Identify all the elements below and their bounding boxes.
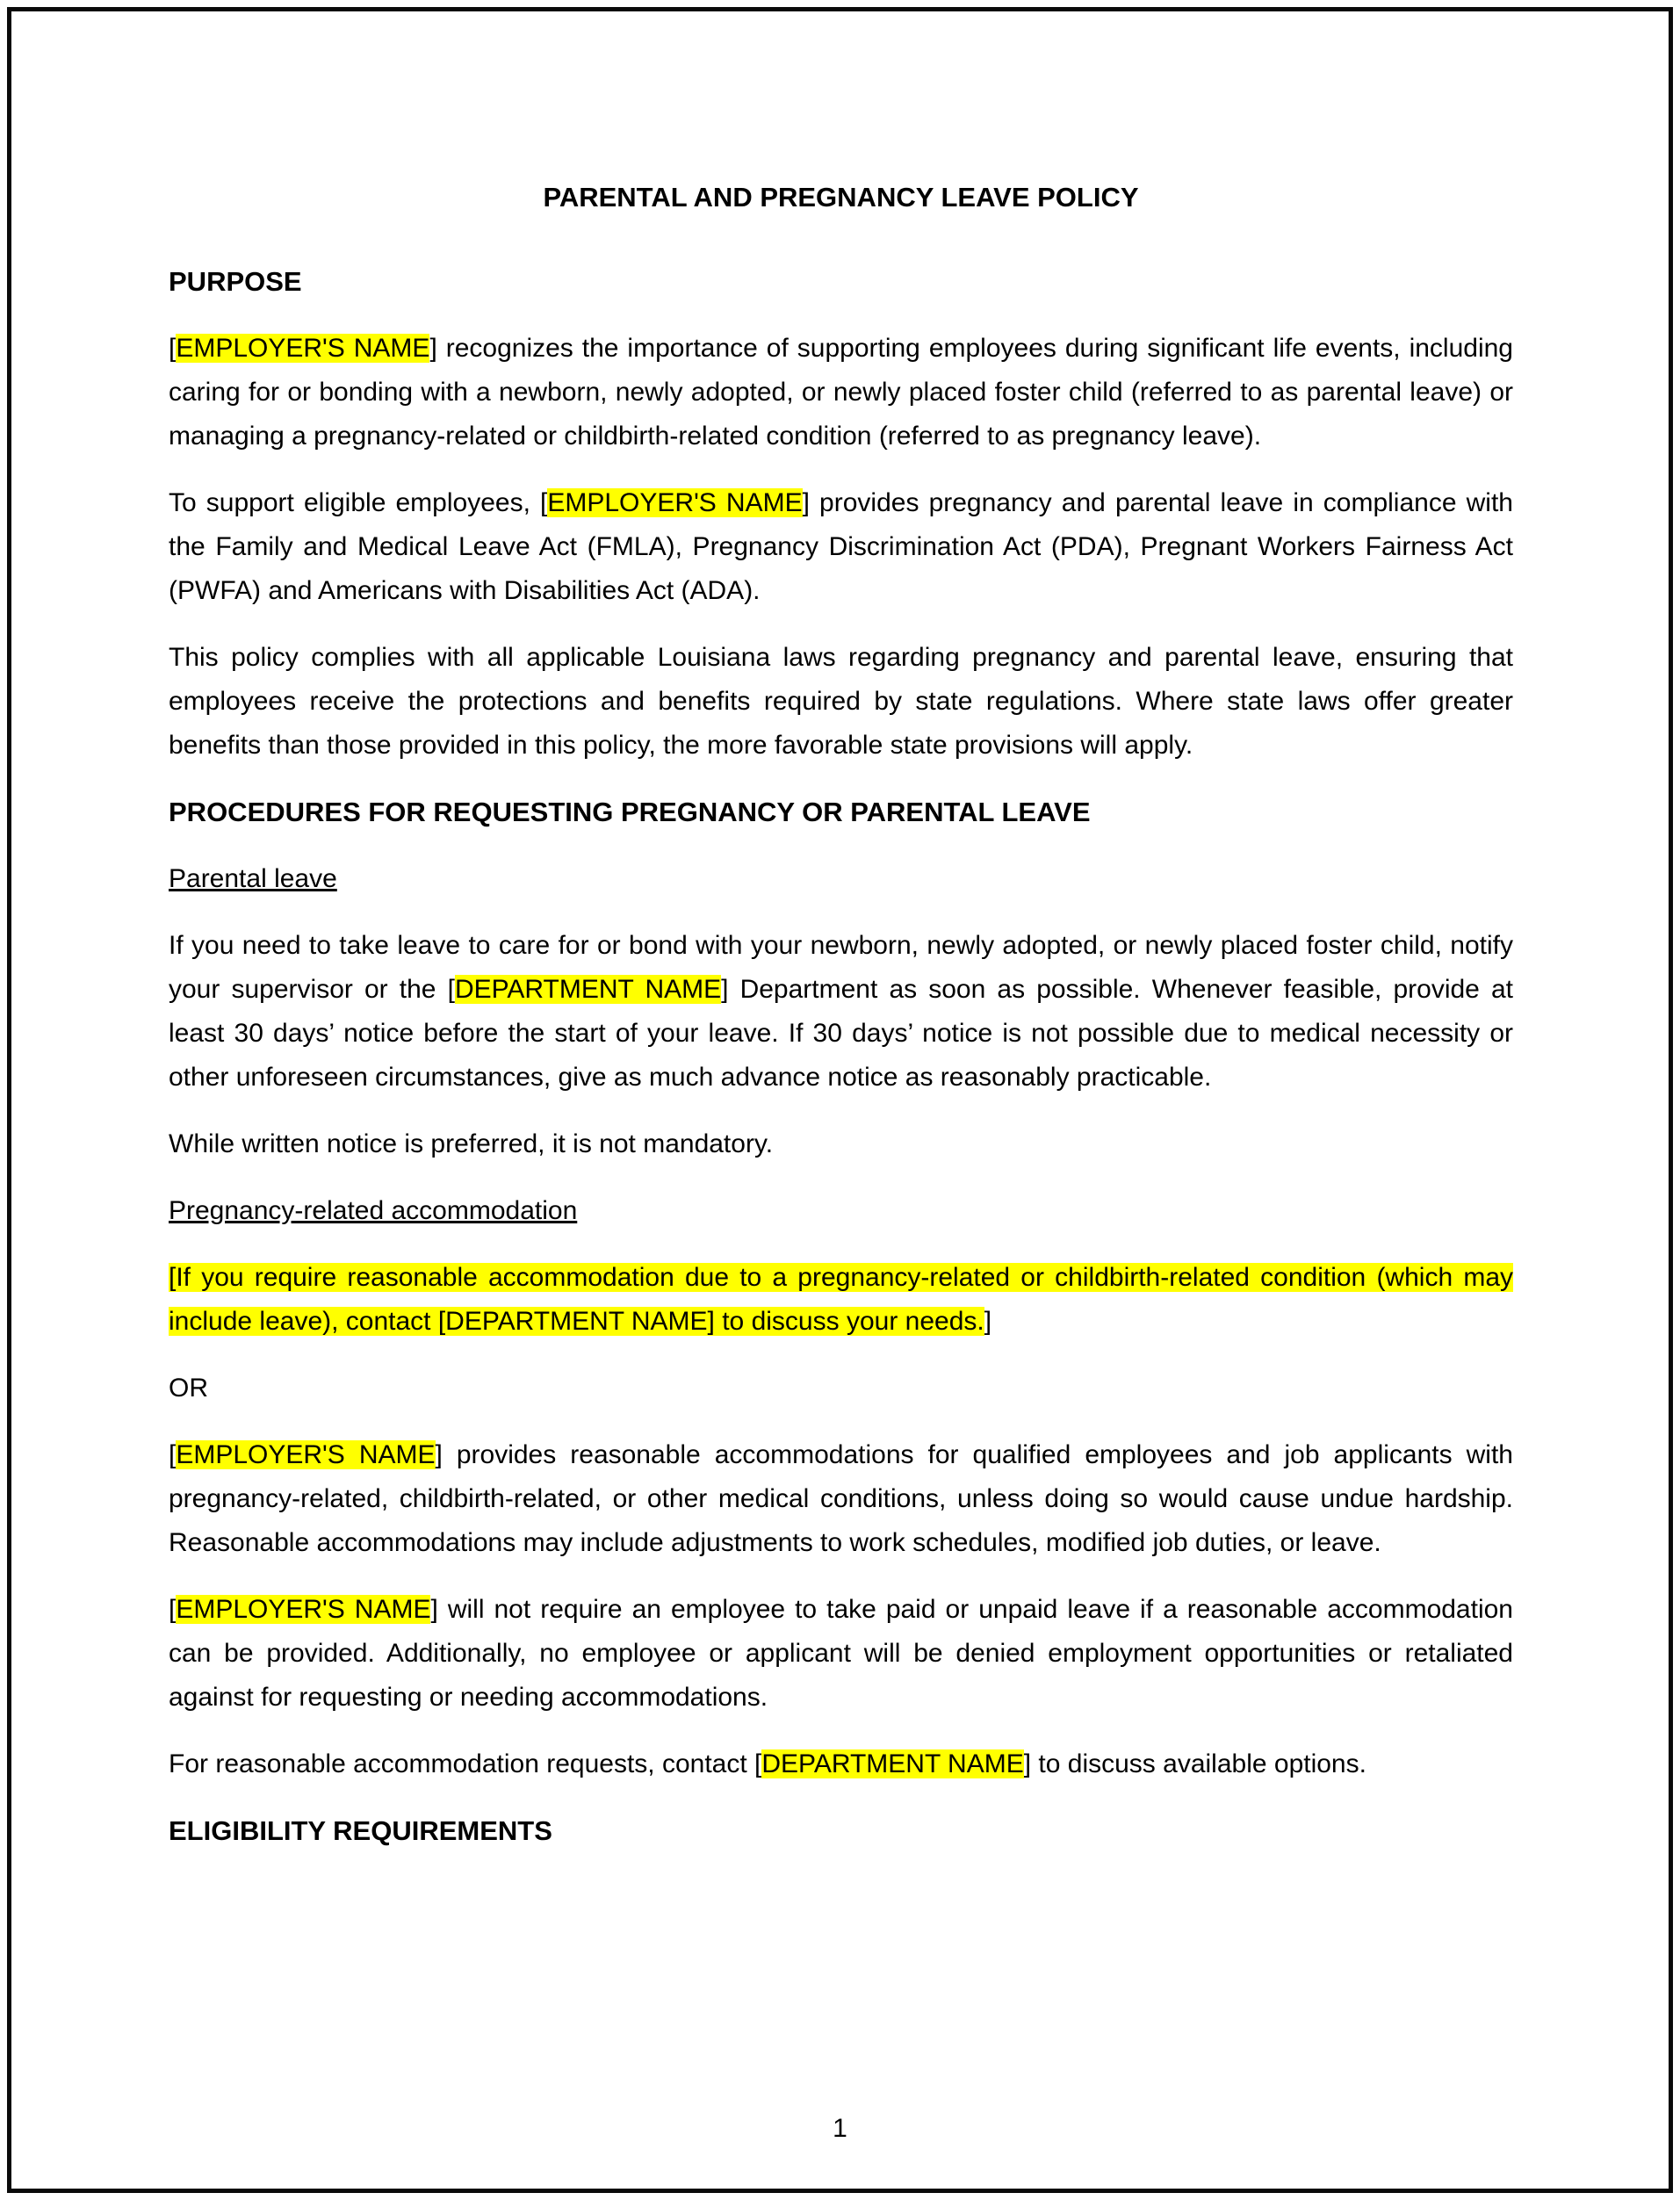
para-accommodation-2 xyxy=(169,1433,1513,1565)
subheading-pregnancy-accommodation: Pregnancy-related accommodation xyxy=(169,1196,578,1225)
highlight-employer-name: EMPLOYER'S NAME xyxy=(176,334,430,363)
para-purpose-3: This policy complies with all applicable Louisiana laws regarding pregnancy and parental leave, ensuring that employees receive the protections and benefits required by state regulations. Where state laws offer greater benefits than those provided in this policy, the more favorable state provisions will apply. xyxy=(169,643,1513,760)
text-run: [ xyxy=(169,334,177,363)
subheading-parental-leave: Parental leave xyxy=(169,864,337,893)
text-run: ] to discuss available options. xyxy=(1023,1749,1366,1778)
highlight-employer-name: EMPLOYER'S NAME xyxy=(547,488,803,517)
text-run: If you need to take leave to care for or bond with your newborn, newly adopted, or newly placed foster child, notify your supervisor or the [ xyxy=(169,931,1513,1004)
heading-eligibility: ELIGIBILITY REQUIREMENTS xyxy=(169,1815,552,1846)
text-run: ] xyxy=(984,1307,992,1336)
text-run: For reasonable accommodation requests, contact [ xyxy=(169,1749,762,1778)
para-parental-1 xyxy=(169,924,1513,1100)
text-run: ] provides pregnancy and parental leave in compliance with the Family and Medical Leave Act (FMLA), Pregnancy Discrimination Act (PDA), Pregnant Workers Fairness Act (PWFA) and Americans with Disabilities Act (ADA). xyxy=(169,488,1513,605)
text-run: ] recognizes the importance of supporting employees during significant life events, including caring for or bonding with a newborn, newly adopted, or newly placed foster child (referred to as parental leave) or managing a pregnancy-related or childbirth-related condition (referred to as pregnancy leave). xyxy=(169,334,1513,451)
highlight-department-name: DEPARTMENT NAME xyxy=(761,1749,1024,1778)
text-run: ] will not require an employee to take paid or unpaid leave if a reasonable accommodation can be provided. Additionally, no employee or applicant will be denied employment opportunities or retaliated against for requesting or needing accommodations. xyxy=(169,1595,1513,1712)
highlight-accommodation-clause: [If you require reasonable accommodation due to a pregnancy-related or childbirth-related condition (which may include leave), contact [DEPARTMENT NAME] to discuss your needs. xyxy=(169,1263,1513,1336)
text-run: ] Department as soon as possible. Whenever feasible, provide at least 30 days’ notice before the start of your leave. If 30 days’ notice is not possible due to medical necessity or other unforeseen circumstances, give as much advance notice as reasonably practicable. xyxy=(169,975,1514,1092)
para-parental-2: While written notice is preferred, it is not mandatory. xyxy=(169,1129,774,1158)
para-accommodation-3 xyxy=(169,1588,1513,1720)
para-accommodation-1 xyxy=(169,1256,1513,1344)
heading-purpose: PURPOSE xyxy=(169,266,302,297)
highlight-department-name: DEPARTMENT NAME xyxy=(454,975,722,1004)
text-run: ] provides reasonable accommodations for qualified employees and job applicants with pregnancy-related, childbirth-related, or other medical conditions, unless doing so would cause undue hardship. Reasonable accommodations may include adjustments to work schedules, modified job duties, or leave. xyxy=(169,1440,1513,1557)
document-content xyxy=(169,176,1513,1876)
page-number: 1 xyxy=(833,2114,847,2143)
highlight-employer-name: EMPLOYER'S NAME xyxy=(176,1440,436,1469)
text-run: To support eligible employees, [ xyxy=(169,488,548,517)
heading-procedures: PROCEDURES FOR REQUESTING PREGNANCY OR PARENTAL LEAVE xyxy=(169,797,1091,827)
para-or: OR xyxy=(169,1374,208,1403)
para-purpose-1 xyxy=(169,327,1513,458)
para-accommodation-4 xyxy=(169,1742,1513,1786)
para-purpose-2 xyxy=(169,481,1513,613)
text-run: [ xyxy=(169,1440,177,1469)
text-run: [ xyxy=(169,1595,177,1624)
highlight-employer-name: EMPLOYER'S NAME xyxy=(176,1595,431,1624)
document-title: PARENTAL AND PREGNANCY LEAVE POLICY xyxy=(543,182,1139,213)
